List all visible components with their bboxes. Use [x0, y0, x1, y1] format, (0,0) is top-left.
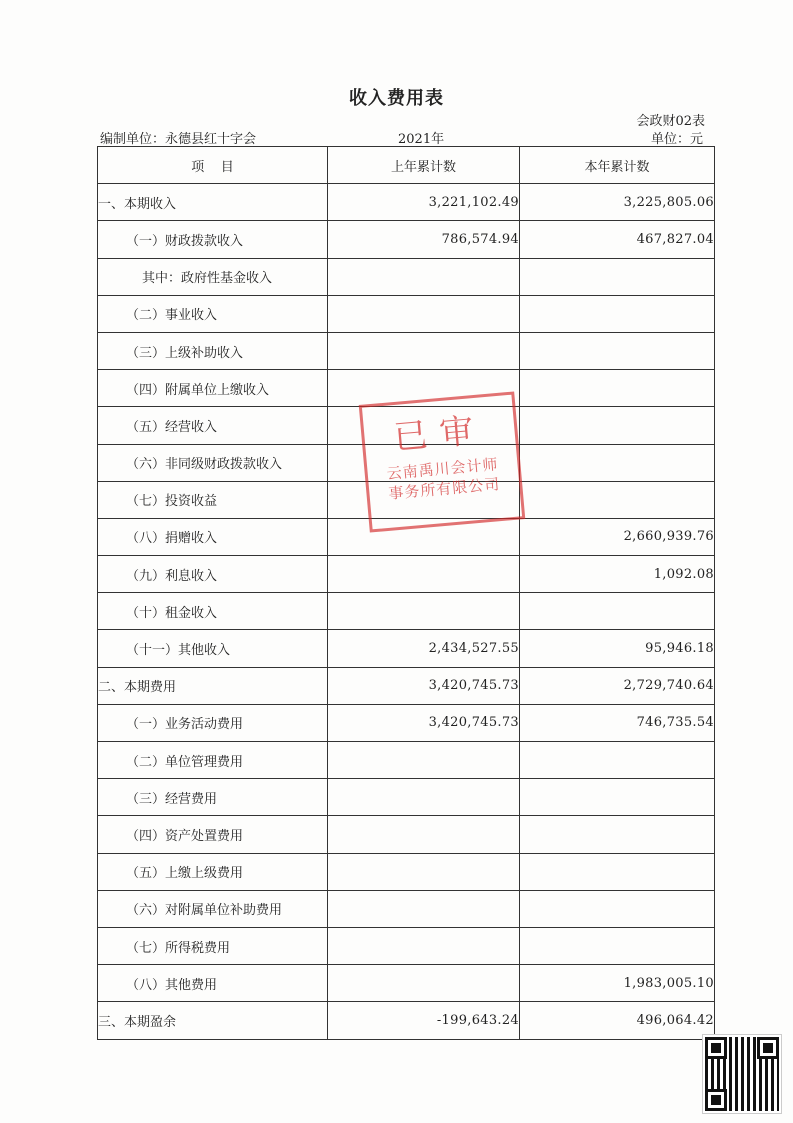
row-item-label: （四）资产处置费用 — [98, 816, 328, 853]
row-current-year-value: 2,729,740.64 — [520, 667, 715, 704]
table-row — [98, 332, 715, 369]
row-item-label: （一）财政拨款收入 — [98, 221, 328, 258]
row-prev-year-value: 786,574.94 — [328, 221, 520, 258]
row-item-label: （七）投资收益 — [98, 481, 328, 518]
column-header-prev-year: 上年累计数 — [328, 147, 520, 184]
row-item-label: （五）上缴上级费用 — [98, 853, 328, 890]
row-current-year-value: 496,064.42 — [520, 1002, 715, 1039]
row-prev-year-value — [328, 742, 520, 779]
table-row — [98, 890, 715, 927]
row-prev-year-value: 3,420,745.73 — [328, 704, 520, 741]
row-current-year-value — [520, 258, 715, 295]
row-item-label: （六）对附属单位补助费用 — [98, 890, 328, 927]
table-row — [98, 221, 715, 258]
row-item-label: 二、本期费用 — [98, 667, 328, 704]
qr-finder — [757, 1037, 779, 1059]
row-current-year-value — [520, 295, 715, 332]
reporting-entity: 编制单位：永德县红十字会 — [100, 132, 257, 147]
row-current-year-value — [520, 593, 715, 630]
row-prev-year-value — [328, 853, 520, 890]
row-item-label: 其中：政府性基金收入 — [98, 258, 328, 295]
row-prev-year-value — [328, 556, 520, 593]
row-current-year-value — [520, 481, 715, 518]
row-item-label: （三）上级补助收入 — [98, 332, 328, 369]
row-current-year-value: 746,735.54 — [520, 704, 715, 741]
row-current-year-value: 2,660,939.76 — [520, 518, 715, 555]
row-current-year-value — [520, 332, 715, 369]
row-prev-year-value: 3,221,102.49 — [328, 184, 520, 221]
row-item-label: （十一）其他收入 — [98, 630, 328, 667]
table-row — [98, 295, 715, 332]
row-current-year-value: 1,983,005.10 — [520, 965, 715, 1002]
table-row — [98, 779, 715, 816]
table-row — [98, 630, 715, 667]
row-prev-year-value — [328, 927, 520, 964]
row-current-year-value: 95,946.18 — [520, 630, 715, 667]
table-row — [98, 816, 715, 853]
row-prev-year-value — [328, 332, 520, 369]
table-header-row — [98, 147, 715, 184]
table-row — [98, 965, 715, 1002]
row-item-label: 一、本期收入 — [98, 184, 328, 221]
report-title: 收入费用表 — [349, 88, 444, 109]
row-prev-year-value — [328, 593, 520, 630]
row-prev-year-value — [328, 816, 520, 853]
currency-unit: 单位：元 — [650, 132, 703, 147]
report-year: 2021年 — [398, 132, 445, 147]
row-prev-year-value: 2,434,527.55 — [328, 630, 520, 667]
row-item-label: （一）业务活动费用 — [98, 704, 328, 741]
row-item-label: （六）非同级财政拨款收入 — [98, 444, 328, 481]
form-number: 会政财02表 — [636, 114, 705, 129]
row-current-year-value: 1,092.08 — [520, 556, 715, 593]
row-item-label: （三）经营费用 — [98, 779, 328, 816]
row-item-label: （五）经营收入 — [98, 407, 328, 444]
table-row — [98, 184, 715, 221]
table-row — [98, 1002, 715, 1039]
table-row — [98, 853, 715, 890]
row-prev-year-value — [328, 779, 520, 816]
column-header-item: 项 目 — [98, 147, 328, 184]
row-current-year-value — [520, 816, 715, 853]
row-current-year-value — [520, 370, 715, 407]
table-row — [98, 593, 715, 630]
row-item-label: 三、本期盈余 — [98, 1002, 328, 1039]
qr-finder — [705, 1089, 727, 1111]
row-current-year-value — [520, 444, 715, 481]
stamp-firm-line2: 事务所有限公司 — [387, 475, 501, 503]
table-row — [98, 927, 715, 964]
row-item-label: （七）所得税费用 — [98, 927, 328, 964]
table-row — [98, 704, 715, 741]
column-header-current-year: 本年累计数 — [520, 147, 715, 184]
row-current-year-value — [520, 742, 715, 779]
row-current-year-value — [520, 853, 715, 890]
table-row — [98, 258, 715, 295]
stamp-text: 已审 — [391, 410, 488, 459]
row-item-label: （二）单位管理费用 — [98, 742, 328, 779]
qr-code — [703, 1035, 781, 1113]
table-row — [98, 556, 715, 593]
row-current-year-value — [520, 927, 715, 964]
audit-stamp — [359, 391, 526, 532]
qr-finder — [705, 1037, 727, 1059]
row-prev-year-value — [328, 258, 520, 295]
row-current-year-value — [520, 407, 715, 444]
table-row — [98, 742, 715, 779]
row-item-label: （九）利息收入 — [98, 556, 328, 593]
row-prev-year-value — [328, 965, 520, 1002]
row-prev-year-value: -199,643.24 — [328, 1002, 520, 1039]
row-item-label: （八）捐赠收入 — [98, 518, 328, 555]
row-current-year-value: 3,225,805.06 — [520, 184, 715, 221]
stamp-firm-line1: 云南禹川会计师 — [386, 455, 500, 483]
row-item-label: （十）租金收入 — [98, 593, 328, 630]
row-item-label: （八）其他费用 — [98, 965, 328, 1002]
row-item-label: （二）事业收入 — [98, 295, 328, 332]
row-current-year-value: 467,827.04 — [520, 221, 715, 258]
row-current-year-value — [520, 890, 715, 927]
row-prev-year-value — [328, 295, 520, 332]
table-row — [98, 667, 715, 704]
row-item-label: （四）附属单位上缴收入 — [98, 370, 328, 407]
row-prev-year-value: 3,420,745.73 — [328, 667, 520, 704]
row-current-year-value — [520, 779, 715, 816]
row-prev-year-value — [328, 890, 520, 927]
income-expense-table — [97, 146, 715, 1040]
